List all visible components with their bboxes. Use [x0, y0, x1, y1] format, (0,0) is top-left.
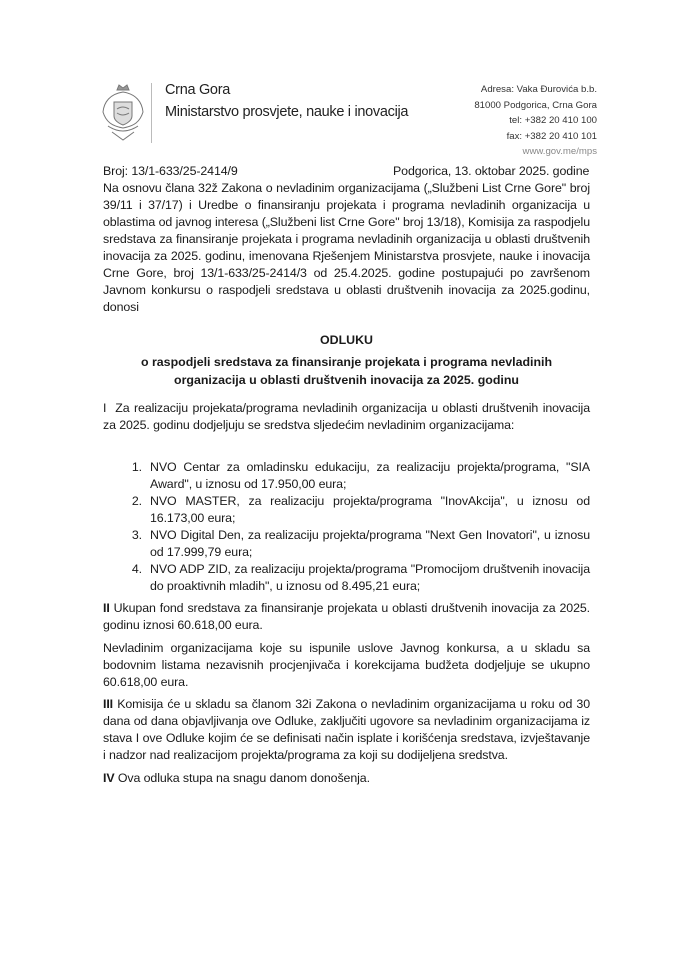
country-name: Crna Gora: [165, 82, 230, 98]
website-link[interactable]: www.gov.me/mps: [522, 146, 597, 158]
reference-number: Broj: 13/1-633/25-2414/9: [103, 164, 238, 178]
list-item: [122, 459, 590, 493]
section-label: I: [103, 401, 107, 415]
section-label: II: [103, 601, 110, 615]
section-text: Ukupan fond sredstava za finansiranje projekata u oblasti društvenih inovacija za 2025. godinu iznosi 60.618,00 eura.: [103, 601, 590, 632]
place-date: Podgorica, 13. oktobar 2025. godine: [393, 164, 590, 178]
coat-of-arms-logo: [100, 82, 146, 144]
section-text: Ova odluka stupa na snagu danom donošenja.: [117, 771, 370, 785]
section-2: [103, 600, 590, 634]
item-text: NVO ADP ZID, za realizaciju projekta/programa "Promocijom društvenih inovacija do proaktivnih mladih", u iznosu od 8.495,21 eura;: [150, 562, 590, 593]
item-number: 1.: [131, 460, 142, 474]
address-line: 81000 Podgorica, Crna Gora: [474, 99, 597, 111]
section-label: IV: [103, 771, 115, 785]
item-text: NVO Centar za omladinsku edukaciju, za realizaciju projekta/programa, "SIA Award", u iznosu od 17.950,00 eura;: [150, 460, 590, 491]
item-number: 4.: [131, 562, 142, 576]
section-3: [103, 696, 590, 764]
fax: fax: +382 20 410 101: [506, 130, 597, 142]
contact-block: [397, 82, 597, 160]
document-title: ODLUKU: [320, 333, 373, 347]
document-subtitle: o raspodjeli sredstava za finansiranje projekata i programa nevladinih organizacija u oblasti društvenih inovacija za 2025. godinu: [140, 355, 553, 387]
reference-row: [103, 163, 590, 180]
document-body: [103, 163, 590, 787]
item-text: NVO Digital Den, za realizaciju projekta/programa "Next Gen Inovatori", u iznosu od 17.999,79 eura;: [150, 528, 590, 559]
phone: tel: +382 20 410 100: [509, 115, 597, 127]
item-number: 2.: [131, 494, 142, 508]
item-text: NVO MASTER, za realizaciju projekta/programa "InovAkcija", u iznosu od 16.173,00 eura;: [150, 494, 590, 525]
section-label: III: [103, 697, 114, 711]
grant-list: [122, 459, 590, 595]
list-item: [122, 527, 590, 561]
item-number: 3.: [131, 528, 142, 542]
section-text: Komisija će u skladu sa članom 32i Zakona o nevladinim organizacijama u roku od 30 dana od dana objavljivanja ove Odluke, zaključiti ugovore sa nevladinim organizacijama iz stava I ove Odluke kojim će se definisati način isplate i korišćenja sredstava, izvještavanje i nadzor nad realizacijom projekta/programa za koji su dodijeljena sredstva.: [103, 697, 590, 762]
section-1: [103, 400, 590, 434]
section-2-note: Nevladinim organizacijama koje su ispunile uslove Javnog konkursa, a u skladu sa bodovnim listama nezavisnih procjenjivača i korekcijama budžeta dodjeljuje se ukupno 60.618,00 eura.: [103, 641, 590, 689]
section-text: Za realizaciju projekata/programa nevladinih organizacija u oblasti društvenih inovacija za 2025. godinu dodjeljuju se sredstva sljedećim nevladinim organizacijama:: [103, 401, 591, 432]
preamble: Na osnovu člana 32ž Zakona o nevladinim organizacijama („Službeni List Crne Gore" broj 39/11 i 37/17) i Uredbe o finansiranju projekata i programa nevladinih organizacija u oblastima od javnog interesa („Službeni list Crne Gore" broj 13/18), Komisija za raspodjelu sredstava za finansiranje projekata i programa nevladinih organizacija u oblasti društvenih inovacija za 2025. godinu, imenovana Rješenjem Ministarstva prosvjete, nauke i inovacija Crne Gore, broj 13/1-633/25-2414/3 od 25.4.2025. godine postupajući po završenom Javnom konkursu o raspodjeli sredstava u oblasti društvenih inovacija za 2025.godinu, donosi: [103, 181, 590, 314]
list-item: [122, 561, 590, 595]
section-4: [103, 770, 590, 787]
header-divider: [151, 83, 152, 143]
list-item: [122, 493, 590, 527]
ministry-name: Ministarstvo prosvjete, nauke i inovacija: [165, 104, 409, 120]
address-line: Adresa: Vaka Đurovića b.b.: [480, 84, 597, 95]
